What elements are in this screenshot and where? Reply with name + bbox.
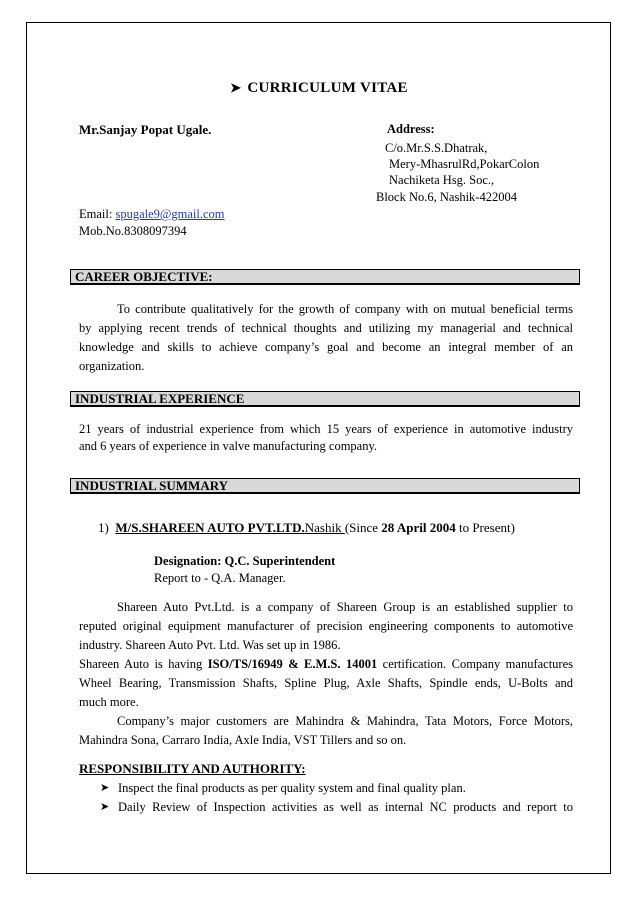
responsibility-item	[100, 798, 573, 817]
candidate-name: Mr.Sanjay Popat Ugale.	[79, 122, 212, 137]
description-line: reputed original equipment manufacturer of precision engineering components to automotive	[79, 619, 573, 633]
customer-line: Mahindra Sona, Carraro India, Axle India, VST Tillers and so on.	[79, 733, 407, 747]
arrow-bullet-icon: ➤	[100, 782, 110, 794]
experience-line: and 6 years of experience in valve manufacturing company.	[79, 439, 378, 453]
responsibility-text: Inspect the final products as per quality system and final quality plan.	[118, 781, 466, 795]
designation: Designation: Q.C. Superintendent	[154, 554, 336, 568]
industrial-summary-heading: INDUSTRIAL SUMMARY	[70, 478, 580, 494]
arrow-bullet-icon: ➤	[100, 801, 110, 813]
career-objective-line: organization.	[79, 359, 145, 373]
career-objective-line: knowledge and skills to achieve company’s goal and become an integral member of an	[79, 340, 573, 354]
email-link[interactable]: spugale9@gmail.com	[115, 207, 225, 221]
email-row	[79, 207, 225, 222]
mobile-number: Mob.No.8308097394	[79, 224, 187, 238]
address-line-2: Mery-MhasrulRd,PokarColon	[389, 157, 540, 171]
experience-line: 21 years of industrial experience from which 15 years of experience in automotive industry	[79, 422, 573, 436]
responsibility-text: Daily Review of Inspection activities as well as internal NC products and report to	[118, 800, 573, 814]
responsibility-heading: RESPONSIBILITY AND AUTHORITY:	[79, 761, 306, 776]
report-to: Report to - Q.A. Manager.	[154, 571, 286, 585]
company-name: M/S.SHAREEN AUTO PVT.LTD.	[115, 520, 305, 535]
address-line-1: C/o.Mr.S.S.Dhatrak,	[385, 141, 488, 155]
description-line: industry. Shareen Auto Pvt. Ltd. Was set up in 1986.	[79, 638, 341, 652]
cert-suffix: certification. Company manufactures	[377, 657, 573, 671]
cv-title	[0, 80, 638, 97]
since-date: 28 April 2004	[381, 520, 456, 535]
arrow-bullet-icon: ➤	[230, 80, 242, 95]
since-prefix: (Since	[344, 520, 382, 535]
address-line-4: Block No.6, Nashik-422004	[376, 190, 517, 204]
responsibility-item	[100, 779, 573, 798]
company-description	[79, 598, 573, 750]
career-objective-line: To contribute qualitatively for the growth of company with on mutual beneficial terms	[117, 302, 573, 316]
email-label: Email:	[79, 207, 116, 221]
career-objective-heading: CAREER OBJECTIVE:	[70, 269, 580, 285]
certification-line	[79, 655, 573, 674]
career-objective-line: by applying recent trends of technical thoughts and utilizing my managerial and technical	[79, 321, 573, 335]
cert-prefix: Shareen Auto is having	[79, 657, 208, 671]
career-objective-text	[79, 300, 573, 376]
company-city: Nashik	[304, 520, 345, 535]
description-line: Shareen Auto Pvt.Ltd. is a company of Shareen Group is an established supplier to	[117, 600, 573, 614]
address-line-3: Nachiketa Hsg. Soc.,	[389, 173, 495, 187]
company-entry	[98, 520, 515, 536]
customer-line: Company’s major customers are Mahindra & Mahindra, Tata Motors, Force Motors,	[117, 714, 573, 728]
industrial-experience-heading: INDUSTRIAL EXPERIENCE	[70, 391, 580, 407]
company-number: 1)	[98, 520, 109, 535]
industrial-experience-text	[79, 421, 573, 455]
address-label: Address:	[387, 122, 435, 136]
cv-title-text: CURRICULUM VITAE	[247, 80, 408, 96]
product-line: much more.	[79, 695, 139, 709]
product-line: Wheel Bearing, Transmission Shafts, Spline Plug, Axle Shafts, Spindle ends, U-Bolts and	[79, 676, 573, 690]
cert-standards: ISO/TS/16949 & E.M.S. 14001	[207, 657, 378, 671]
since-suffix: to Present)	[455, 520, 515, 535]
